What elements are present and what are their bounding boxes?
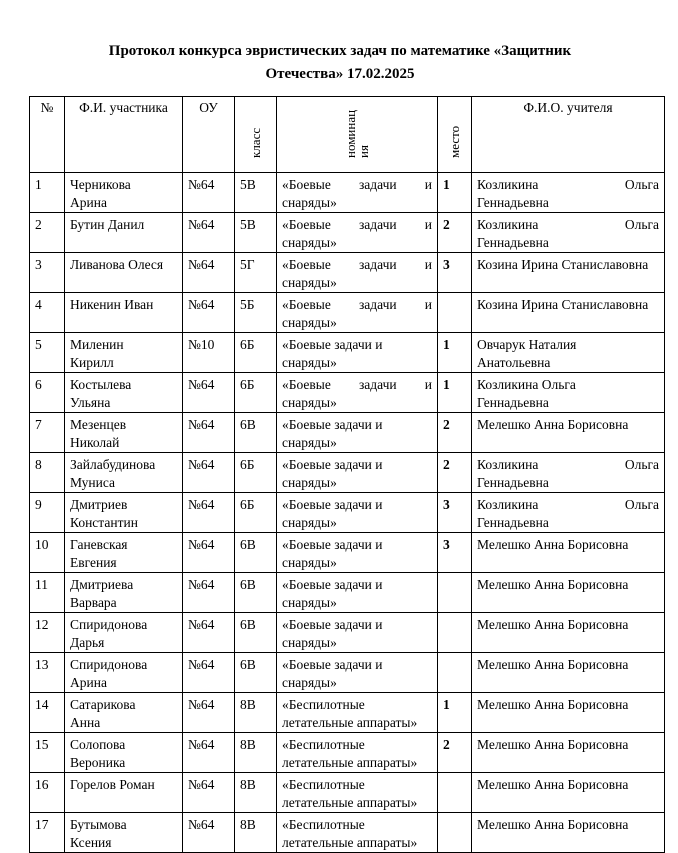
table-row bbox=[30, 493, 665, 533]
row-number: 14 bbox=[30, 693, 65, 733]
table-row bbox=[30, 333, 665, 373]
teacher-name: Козина Ирина Станиславовна bbox=[472, 293, 665, 333]
teacher-name: Мелешко Анна Борисовна bbox=[472, 413, 665, 453]
table-row bbox=[30, 453, 665, 493]
school: №64 bbox=[183, 293, 235, 333]
table-row bbox=[30, 293, 665, 333]
row-number: 8 bbox=[30, 453, 65, 493]
place bbox=[438, 573, 472, 613]
nomination: «Боевые задачи и снаряды» bbox=[277, 173, 438, 213]
teacher-name: Козликина Ольга Геннадьевна bbox=[472, 173, 665, 213]
grade: 8В bbox=[235, 813, 277, 853]
place: 2 bbox=[438, 413, 472, 453]
nomination: «Боевые задачи и снаряды» bbox=[277, 573, 438, 613]
nomination: «Боевые задачи и снаряды» bbox=[277, 533, 438, 573]
nomination: «Боевые задачи и снаряды» bbox=[277, 293, 438, 333]
participant-name: Дмитриев Константин bbox=[65, 493, 183, 533]
participant-name: Горелов Роман bbox=[65, 773, 183, 813]
title-line-2: Отечества» 17.02.2025 bbox=[265, 66, 415, 82]
teacher-name: Овчарук Наталия Анатольевна bbox=[472, 333, 665, 373]
grade: 8В bbox=[235, 733, 277, 773]
row-number: 9 bbox=[30, 493, 65, 533]
grade: 5Б bbox=[235, 293, 277, 333]
school: №64 bbox=[183, 453, 235, 493]
header-num: № bbox=[30, 97, 65, 173]
table-row bbox=[30, 693, 665, 733]
place bbox=[438, 813, 472, 853]
row-number: 3 bbox=[30, 253, 65, 293]
teacher-name: Мелешко Анна Борисовна bbox=[472, 533, 665, 573]
participant-name: Черникова Арина bbox=[65, 173, 183, 213]
school: №64 bbox=[183, 653, 235, 693]
school: №64 bbox=[183, 573, 235, 613]
place bbox=[438, 773, 472, 813]
table-row bbox=[30, 213, 665, 253]
title-line-1: Протокол конкурса эвристических задач по математике «Защитник bbox=[108, 43, 572, 59]
header-school: ОУ bbox=[183, 97, 235, 173]
participant-name: Ливанова Олеся bbox=[65, 253, 183, 293]
nomination: «Беспилотные летательные аппараты» bbox=[277, 733, 438, 773]
table-row bbox=[30, 573, 665, 613]
grade: 6В bbox=[235, 413, 277, 453]
row-number: 15 bbox=[30, 733, 65, 773]
school: №10 bbox=[183, 333, 235, 373]
grade: 5Г bbox=[235, 253, 277, 293]
nomination: «Беспилотные летательные аппараты» bbox=[277, 773, 438, 813]
header-name: Ф.И. участника bbox=[65, 97, 183, 173]
school: №64 bbox=[183, 813, 235, 853]
school: №64 bbox=[183, 613, 235, 653]
teacher-name: Мелешко Анна Борисовна bbox=[472, 653, 665, 693]
grade: 6Б bbox=[235, 333, 277, 373]
teacher-name: Мелешко Анна Борисовна bbox=[472, 613, 665, 653]
place bbox=[438, 653, 472, 693]
participant-name: Спиридонова Дарья bbox=[65, 613, 183, 653]
grade: 6В bbox=[235, 533, 277, 573]
row-number: 7 bbox=[30, 413, 65, 453]
place: 3 bbox=[438, 493, 472, 533]
teacher-name: Козликина Ольга Геннадьевна bbox=[472, 373, 665, 413]
row-number: 11 bbox=[30, 573, 65, 613]
header-teacher: Ф.И.О. учителя bbox=[472, 97, 665, 173]
school: №64 bbox=[183, 373, 235, 413]
row-number: 17 bbox=[30, 813, 65, 853]
participant-name: Бутымова Ксения bbox=[65, 813, 183, 853]
school: №64 bbox=[183, 533, 235, 573]
table-body bbox=[30, 173, 665, 853]
nomination: «Боевые задачи и снаряды» bbox=[277, 373, 438, 413]
grade: 5В bbox=[235, 173, 277, 213]
table-row bbox=[30, 653, 665, 693]
table-row bbox=[30, 373, 665, 413]
teacher-name: Козликина Ольга Геннадьевна bbox=[472, 213, 665, 253]
teacher-name: Мелешко Анна Борисовна bbox=[472, 773, 665, 813]
place bbox=[438, 613, 472, 653]
header-grade: класс bbox=[235, 97, 277, 173]
participant-name: Дмитриева Варвара bbox=[65, 573, 183, 613]
row-number: 6 bbox=[30, 373, 65, 413]
page-title bbox=[60, 40, 620, 86]
participant-name: Миленин Кирилл bbox=[65, 333, 183, 373]
place: 1 bbox=[438, 373, 472, 413]
participant-name: Сатарикова Анна bbox=[65, 693, 183, 733]
school: №64 bbox=[183, 773, 235, 813]
place: 1 bbox=[438, 333, 472, 373]
table-row bbox=[30, 533, 665, 573]
participant-name: Ганевская Евгения bbox=[65, 533, 183, 573]
participant-name: Никенин Иван bbox=[65, 293, 183, 333]
row-number: 13 bbox=[30, 653, 65, 693]
teacher-name: Козина Ирина Станиславовна bbox=[472, 253, 665, 293]
grade: 6Б bbox=[235, 373, 277, 413]
school: №64 bbox=[183, 413, 235, 453]
place: 1 bbox=[438, 173, 472, 213]
grade: 8В bbox=[235, 693, 277, 733]
participant-name: Спиридонова Арина bbox=[65, 653, 183, 693]
teacher-name: Мелешко Анна Борисовна bbox=[472, 573, 665, 613]
grade: 6В bbox=[235, 653, 277, 693]
table-row bbox=[30, 173, 665, 213]
table-row bbox=[30, 613, 665, 653]
nomination: «Боевые задачи и снаряды» bbox=[277, 333, 438, 373]
participant-name: Зайлабудинова Муниса bbox=[65, 453, 183, 493]
nomination: «Боевые задачи и снаряды» bbox=[277, 213, 438, 253]
participant-name: Солопова Вероника bbox=[65, 733, 183, 773]
place: 3 bbox=[438, 253, 472, 293]
nomination: «Беспилотные летательные аппараты» bbox=[277, 813, 438, 853]
grade: 6Б bbox=[235, 493, 277, 533]
teacher-name: Мелешко Анна Борисовна bbox=[472, 693, 665, 733]
table-row bbox=[30, 413, 665, 453]
row-number: 5 bbox=[30, 333, 65, 373]
school: №64 bbox=[183, 213, 235, 253]
row-number: 16 bbox=[30, 773, 65, 813]
school: №64 bbox=[183, 693, 235, 733]
table-row bbox=[30, 253, 665, 293]
participant-name: Мезенцев Николай bbox=[65, 413, 183, 453]
row-number: 12 bbox=[30, 613, 65, 653]
school: №64 bbox=[183, 733, 235, 773]
row-number: 1 bbox=[30, 173, 65, 213]
participant-name: Бутин Данил bbox=[65, 213, 183, 253]
header-nomination: номинац ия bbox=[277, 97, 438, 173]
teacher-name: Козликина Ольга Геннадьевна bbox=[472, 493, 665, 533]
school: №64 bbox=[183, 253, 235, 293]
teacher-name: Козликина Ольга Геннадьевна bbox=[472, 453, 665, 493]
nomination: «Боевые задачи и снаряды» bbox=[277, 453, 438, 493]
nomination: «Боевые задачи и снаряды» bbox=[277, 653, 438, 693]
school: №64 bbox=[183, 173, 235, 213]
header-place: место bbox=[438, 97, 472, 173]
grade: 6Б bbox=[235, 453, 277, 493]
nomination: «Беспилотные летательные аппараты» bbox=[277, 693, 438, 733]
nomination: «Боевые задачи и снаряды» bbox=[277, 253, 438, 293]
place: 3 bbox=[438, 533, 472, 573]
row-number: 10 bbox=[30, 533, 65, 573]
table-header-row bbox=[30, 97, 665, 173]
place: 2 bbox=[438, 733, 472, 773]
teacher-name: Мелешко Анна Борисовна bbox=[472, 733, 665, 773]
grade: 6В bbox=[235, 613, 277, 653]
place bbox=[438, 293, 472, 333]
grade: 5В bbox=[235, 213, 277, 253]
table-row bbox=[30, 733, 665, 773]
grade: 6В bbox=[235, 573, 277, 613]
row-number: 2 bbox=[30, 213, 65, 253]
table-row bbox=[30, 773, 665, 813]
results-table bbox=[29, 96, 665, 853]
participant-name: Костылева Ульяна bbox=[65, 373, 183, 413]
nomination: «Боевые задачи и снаряды» bbox=[277, 413, 438, 453]
nomination: «Боевые задачи и снаряды» bbox=[277, 493, 438, 533]
grade: 8В bbox=[235, 773, 277, 813]
nomination: «Боевые задачи и снаряды» bbox=[277, 613, 438, 653]
school: №64 bbox=[183, 493, 235, 533]
row-number: 4 bbox=[30, 293, 65, 333]
place: 1 bbox=[438, 693, 472, 733]
table-row bbox=[30, 813, 665, 853]
place: 2 bbox=[438, 453, 472, 493]
place: 2 bbox=[438, 213, 472, 253]
teacher-name: Мелешко Анна Борисовна bbox=[472, 813, 665, 853]
